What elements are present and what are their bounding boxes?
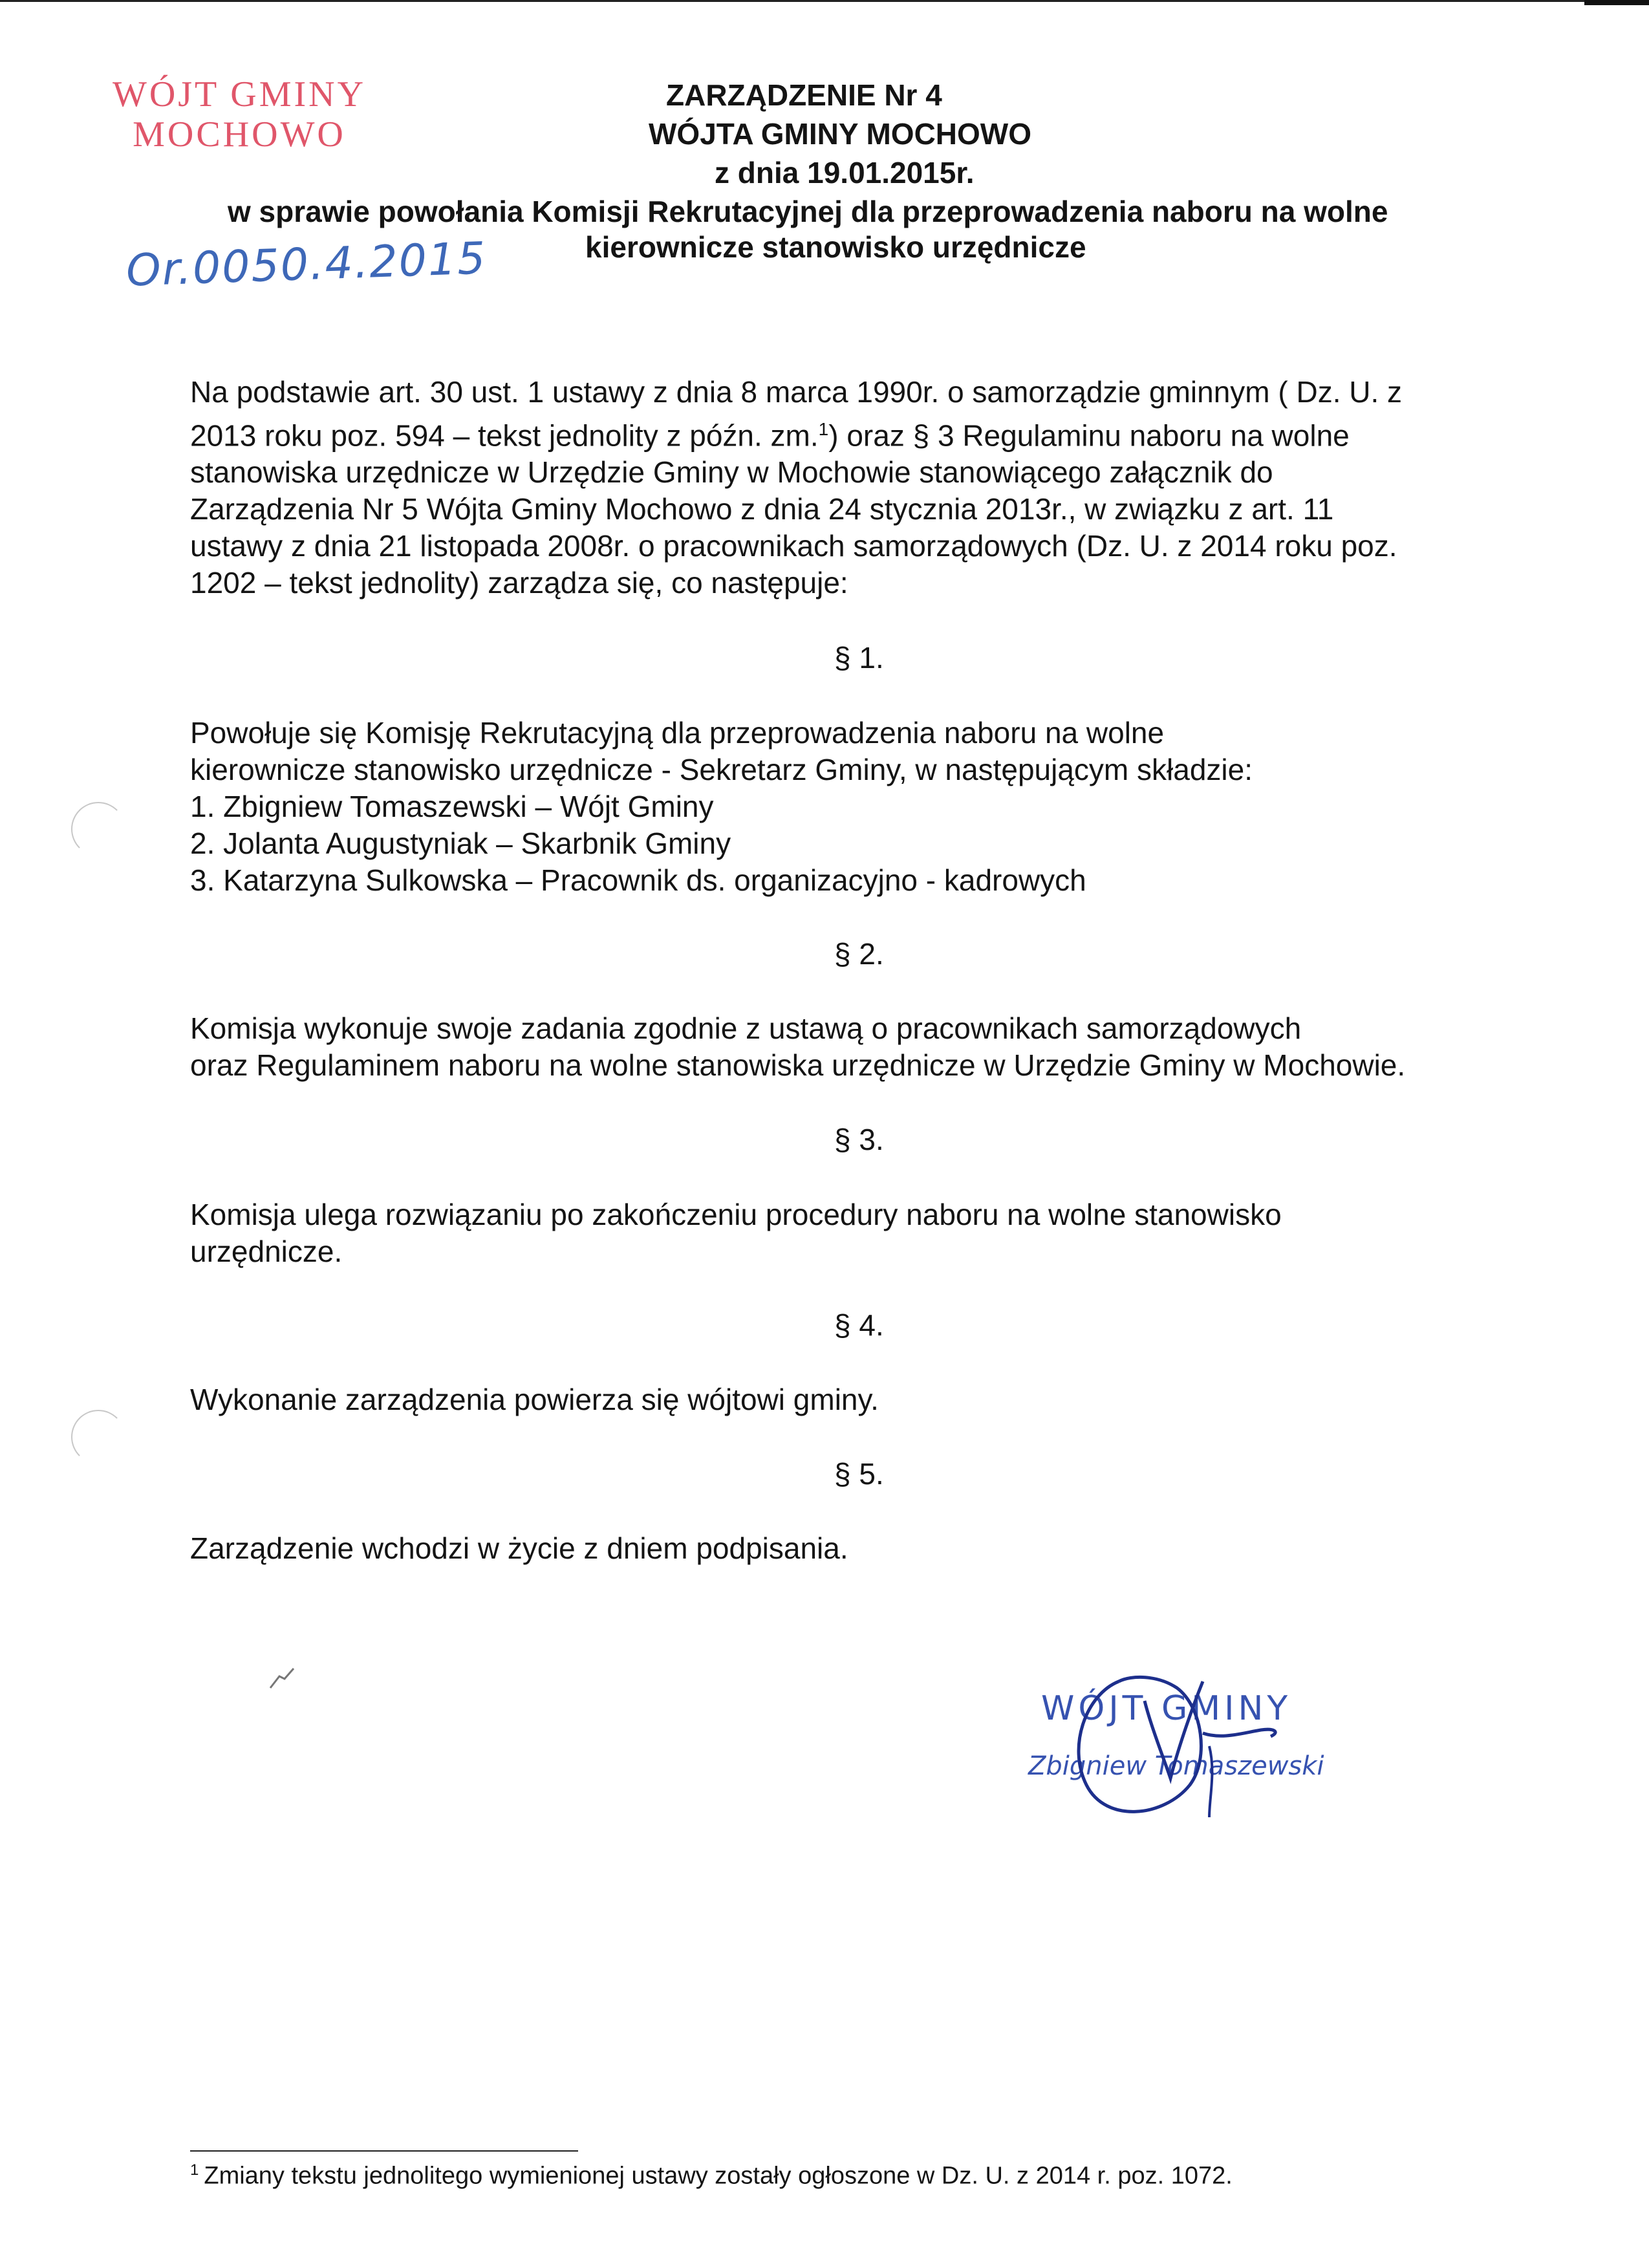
section-body-5 bbox=[190, 1530, 848, 1567]
section-line: Zarządzenie wchodzi w życie z dniem podpisania. bbox=[190, 1531, 848, 1565]
committee-member-2: 2. Jolanta Augustyniak – Skarbnik Gminy bbox=[190, 826, 731, 860]
footnote-separator bbox=[190, 2150, 578, 2152]
section-body-3 bbox=[190, 1196, 1282, 1270]
preamble-paragraph bbox=[190, 374, 1402, 601]
section-heading-1: § 1. bbox=[834, 641, 884, 675]
handwritten-signature bbox=[1015, 1656, 1390, 1850]
section-heading-2: § 2. bbox=[834, 937, 884, 971]
office-stamp-line2: MOCHOWO bbox=[133, 114, 346, 155]
section-body-4 bbox=[190, 1381, 879, 1418]
preamble-line: ustawy z dnia 21 listopada 2008r. o pracownikach samorządowych (Dz. U. z 2014 roku poz. bbox=[190, 529, 1397, 563]
signature-stamp-title: WÓJT GMINY bbox=[1041, 1689, 1292, 1728]
signature-stamp-name: Zbigniew Tomaszewski bbox=[1028, 1751, 1324, 1781]
punch-hole-mark bbox=[71, 802, 125, 856]
title-subject-line2: kierownicze stanowisko urzędnicze bbox=[585, 230, 1086, 264]
committee-member-3: 3. Katarzyna Sulkowska – Pracownik ds. organizacyjno - kadrowych bbox=[190, 863, 1086, 897]
signature-stamp bbox=[1015, 1656, 1390, 1850]
section-line: Wykonanie zarządzenia powierza się wójtowi gminy. bbox=[190, 1383, 879, 1416]
section-line: urzędnicze. bbox=[190, 1235, 343, 1268]
scan-corner-mark bbox=[1584, 0, 1649, 5]
title-subject-line1: w sprawie powołania Komisji Rekrutacyjnej dla przeprowadzenia naboru na wolne bbox=[228, 195, 1388, 228]
section-line: oraz Regulaminem naboru na wolne stanowiska urzędnicze w Urzędzie Gminy w Mochowie. bbox=[190, 1048, 1406, 1082]
preamble-line-text: 2013 roku poz. 594 – tekst jednolity z późn. zm. bbox=[190, 418, 819, 453]
section-line: Komisja wykonuje swoje zadania zgodnie z ustawą o pracownikach samorządowych bbox=[190, 1011, 1302, 1045]
footnote-marker: 1 bbox=[190, 2161, 199, 2179]
section-body-2 bbox=[190, 1010, 1405, 1084]
title-date: z dnia 19.01.2015r. bbox=[715, 156, 975, 189]
preamble-line-text: ) oraz § 3 Regulaminu naboru na wolne bbox=[828, 418, 1350, 453]
preamble-line: Zarządzenia Nr 5 Wójta Gminy Mochowo z dnia 24 stycznia 2013r., w związku z art. 11 bbox=[190, 492, 1334, 526]
title-ordinance-number: ZARZĄDZENIE Nr 4 bbox=[666, 78, 942, 112]
office-stamp-line1: WÓJT GMINY bbox=[112, 74, 367, 114]
committee-member-1: 1. Zbigniew Tomaszewski – Wójt Gminy bbox=[190, 790, 714, 823]
office-stamp bbox=[91, 74, 388, 155]
handwritten-reference-number: Or.0050.4.2015 bbox=[125, 233, 488, 297]
footnote-text: Zmiany tekstu jednolitego wymienionej ustawy zostały ogłoszone w Dz. U. z 2014 r. poz. 1072. bbox=[204, 2162, 1233, 2190]
footnote bbox=[190, 2161, 1233, 2190]
preamble-line bbox=[190, 411, 1402, 454]
preamble-line: 1202 – tekst jednolity) zarządza się, co następuje: bbox=[190, 566, 848, 600]
section-line: Powołuje się Komisję Rekrutacyjną dla przeprowadzenia naboru na wolne bbox=[190, 716, 1165, 750]
scan-top-edge bbox=[0, 0, 1649, 2]
preamble-line: Na podstawie art. 30 ust. 1 ustawy z dnia 8 marca 1990r. o samorządzie gminnym ( Dz. U. z bbox=[190, 375, 1403, 409]
section-line: kierownicze stanowisko urzędnicze - Sekretarz Gminy, w następującym składzie: bbox=[190, 753, 1253, 786]
punch-hole-mark bbox=[71, 1410, 125, 1464]
pen-mark bbox=[265, 1662, 304, 1694]
section-heading-3: § 3. bbox=[834, 1123, 884, 1156]
section-heading-4: § 4. bbox=[834, 1308, 884, 1342]
section-body-1 bbox=[190, 715, 1253, 899]
section-line: Komisja ulega rozwiązaniu po zakończeniu procedury naboru na wolne stanowisko bbox=[190, 1198, 1282, 1231]
footnote-reference[interactable]: 1 bbox=[818, 419, 829, 439]
title-issuer: WÓJTA GMINY MOCHOWO bbox=[649, 117, 1032, 151]
section-heading-5: § 5. bbox=[834, 1457, 884, 1491]
preamble-line: stanowiska urzędnicze w Urzędzie Gminy w Mochowie stanowiącego załącznik do bbox=[190, 455, 1273, 490]
